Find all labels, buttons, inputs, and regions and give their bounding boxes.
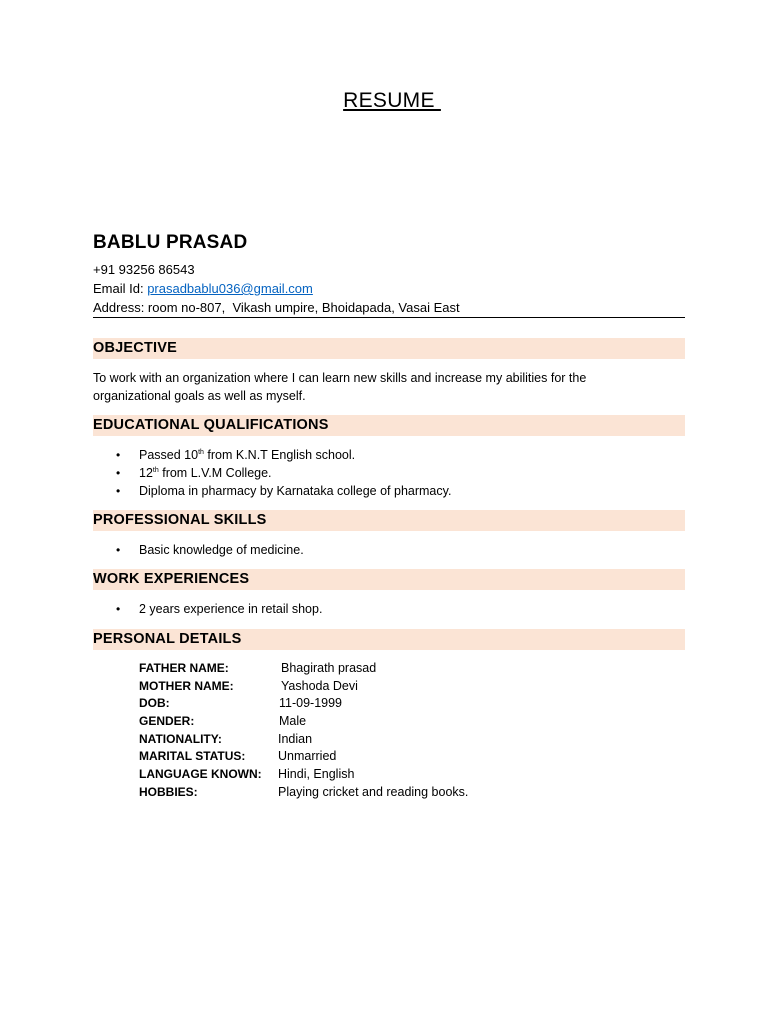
skills-heading: PROFESSIONAL SKILLS <box>93 510 685 531</box>
detail-label: FATHER NAME: <box>139 661 229 675</box>
header-divider <box>93 317 685 318</box>
education-item: • Diploma in pharmacy by Karnataka college of pharmacy. <box>116 484 452 498</box>
detail-value: Hindi, English <box>278 767 355 782</box>
email-line <box>93 279 685 298</box>
email-label: Email Id: <box>93 281 148 296</box>
detail-label: LANGUAGE KNOWN: <box>139 767 262 782</box>
objective-text: To work with an organization where I can learn new skills and increase my abilities for the organizational goals as well as myself. <box>93 371 587 403</box>
bullet-icon: • <box>116 448 121 462</box>
bullet-icon: • <box>116 543 121 557</box>
contact-header <box>93 232 685 317</box>
document-title: RESUME <box>343 89 441 112</box>
detail-label: DOB: <box>139 696 170 711</box>
work-list <box>93 600 322 618</box>
address-line: Address: room no-807, Vikash umpire, Bhoidapada, Vasai East <box>93 300 460 315</box>
education-list <box>93 446 451 500</box>
detail-value: Bhagirath prasad <box>281 661 377 675</box>
education-item: • Passed 10th from K.N.T English school. <box>116 448 356 462</box>
detail-value: Unmarried <box>278 749 337 764</box>
detail-value: Yashoda Devi <box>281 678 358 693</box>
detail-label: MARITAL STATUS: <box>139 749 246 764</box>
personal-heading: PERSONAL DETAILS <box>93 629 685 650</box>
detail-value: Indian <box>278 731 313 746</box>
education-heading: EDUCATIONAL QUALIFICATIONS <box>93 415 685 436</box>
detail-value: Playing cricket and reading books. <box>278 784 469 799</box>
candidate-name: BABLU PRASAD <box>93 232 248 253</box>
email-link[interactable]: prasadbablu036@gmail.com <box>147 281 313 296</box>
work-heading: WORK EXPERIENCES <box>93 569 685 590</box>
work-item: • 2 years experience in retail shop. <box>116 602 323 616</box>
phone-number: +91 93256 86543 <box>93 262 195 277</box>
skills-item: • Basic knowledge of medicine. <box>116 543 304 557</box>
detail-label: NATIONALITY: <box>139 731 222 746</box>
detail-value: 11-09-1999 <box>279 696 343 711</box>
objective-heading: OBJECTIVE <box>93 338 685 359</box>
bullet-icon: • <box>116 602 121 616</box>
bullet-icon: • <box>116 466 121 480</box>
skills-list <box>93 541 304 559</box>
education-item: • 12th from L.V.M College. <box>116 466 272 480</box>
detail-value: Male <box>279 714 307 729</box>
bullet-icon: • <box>116 484 121 498</box>
detail-label: MOTHER NAME: <box>139 678 234 693</box>
detail-label: HOBBIES: <box>139 784 198 799</box>
detail-label: GENDER: <box>139 714 195 729</box>
